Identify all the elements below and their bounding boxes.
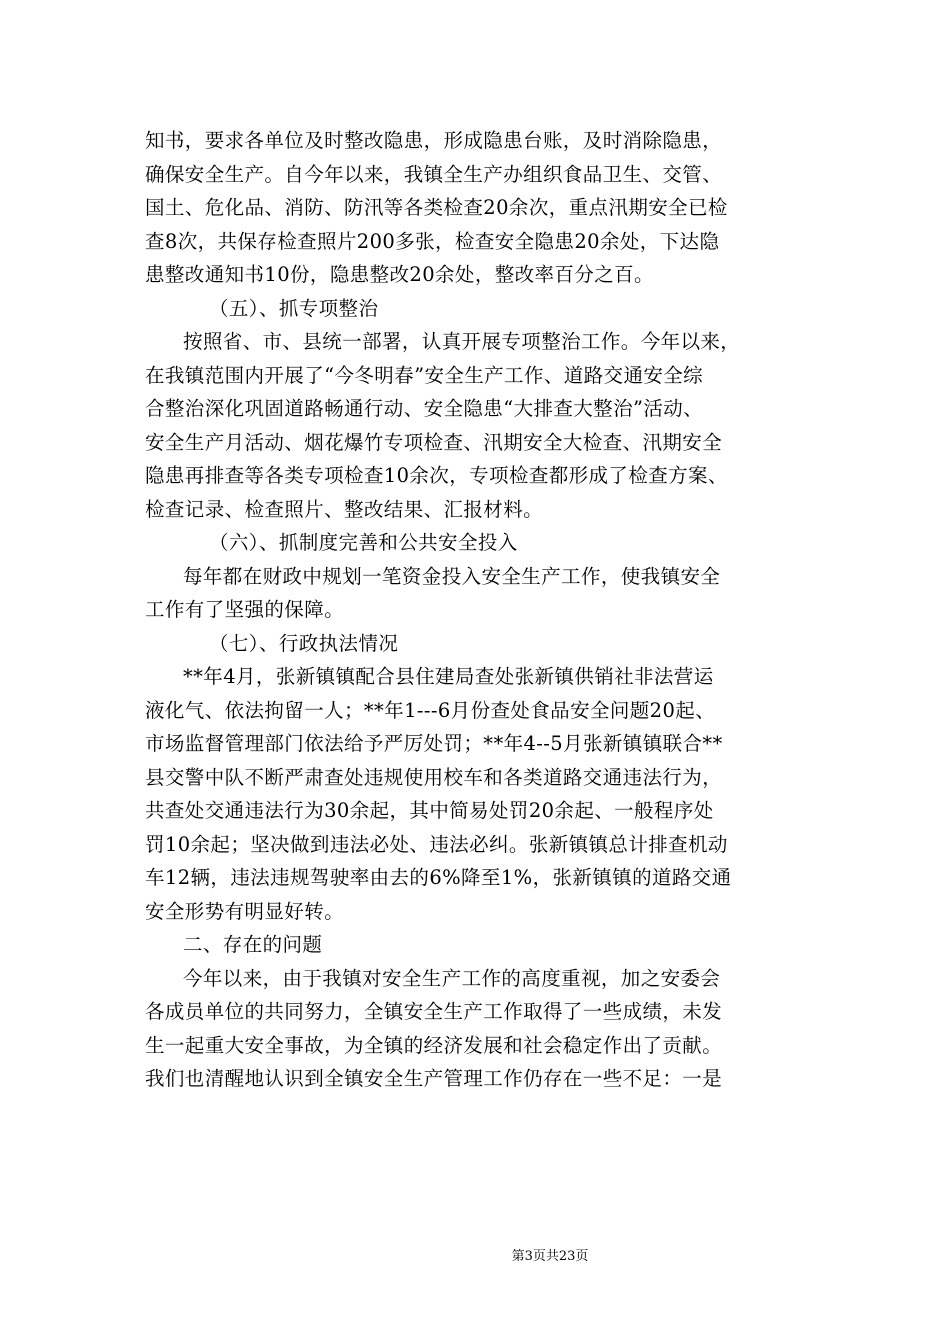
text-line: 在我镇范围内开展了“今冬明春”安全生产工作、道路交通安全综 [145,363,704,387]
page-number-footer: 第3页共23页 [511,1249,589,1264]
text-line: 知书，要求各单位及时整改隐患，形成隐患台账，及时消除隐患， [145,129,723,152]
text-line: 车12辆，违法违规驾驶率由去的6%降至1%，张新镇镇的道路交通 [145,866,732,889]
text-line: 患整改通知书10份，隐患整改20余处，整改率百分之百。 [145,263,654,286]
text-line: 生一起重大安全事故，为全镇的经济发展和社会稳定作出了贡献。 [145,1033,723,1057]
text-line: 隐患再排查等各类专项检查10余次，专项检查都形成了检查方案、 [145,464,728,487]
section-heading-5: （五）、抓专项整治 [209,296,379,320]
text-line: 国土、危化品、消防、防汛等各类检查20余次，重点汛期安全已检 [145,196,728,219]
text-line: 安全生产月活动、烟花爆竹专项检查、汛期安全大检查、汛期安全 [145,430,723,454]
document-body [145,124,810,1096]
text-line: 安全形势有明显好转。 [145,899,345,923]
text-line: 共查处交通违法行为30余起，其中简易处罚20余起、一般程序处 [145,799,714,822]
section-heading-2: 二、存在的问题 [183,933,323,956]
section-heading-7: （七）、行政执法情况 [209,631,399,655]
text-line: 市场监督管理部门依法给予严厉处罚；**年4--5月张新镇镇联合** [145,732,723,755]
text-line: 检查记录、检查照片、整改结果、汇报材料。 [145,497,544,521]
section-heading-6: （六）、抓制度完善和公共安全投入 [209,531,518,554]
paragraph-start: 今年以来，由于我镇对安全生产工作的高度重视，加之安委会 [183,966,721,990]
paragraph-start: 按照省、市、县统一部署，认真开展专项整治工作。今年以来， [183,330,741,353]
text-line: 县交警中队不断严肃查处违规使用校车和各类道路交通违法行为， [145,765,723,789]
text-line: 确保安全生产。自今年以来，我镇全生产办组织食品卫生、交管、 [145,162,723,186]
text-line: 查8次，共保存检查照片200多张，检查安全隐患20余处，下达隐 [145,229,720,253]
paragraph-start: **年4月，张新镇镇配合县住建局查处张新镇供销社非法营运 [183,665,714,688]
text-line: 各成员单位的共同努力，全镇安全生产工作取得了一些成绩，未发 [145,1000,723,1023]
text-line: 罚10余起；坚决做到违法必处、违法必纠。张新镇镇总计排查机动 [145,832,728,856]
text-line: 工作有了坚强的保障。 [145,598,345,621]
text-line: 液化气、依法拘留一人；**年1---6月份查处食品安全问题20起、 [145,698,716,722]
text-line: 合整治深化巩固道路畅通行动、安全隐患“大排查大整治”活动、 [145,397,704,420]
text-line: 我们也清醒地认识到全镇安全生产管理工作仍存在一些不足：一是 [145,1067,723,1090]
paragraph-start: 每年都在财政中规划一笔资金投入安全生产工作，使我镇安全 [183,564,721,588]
